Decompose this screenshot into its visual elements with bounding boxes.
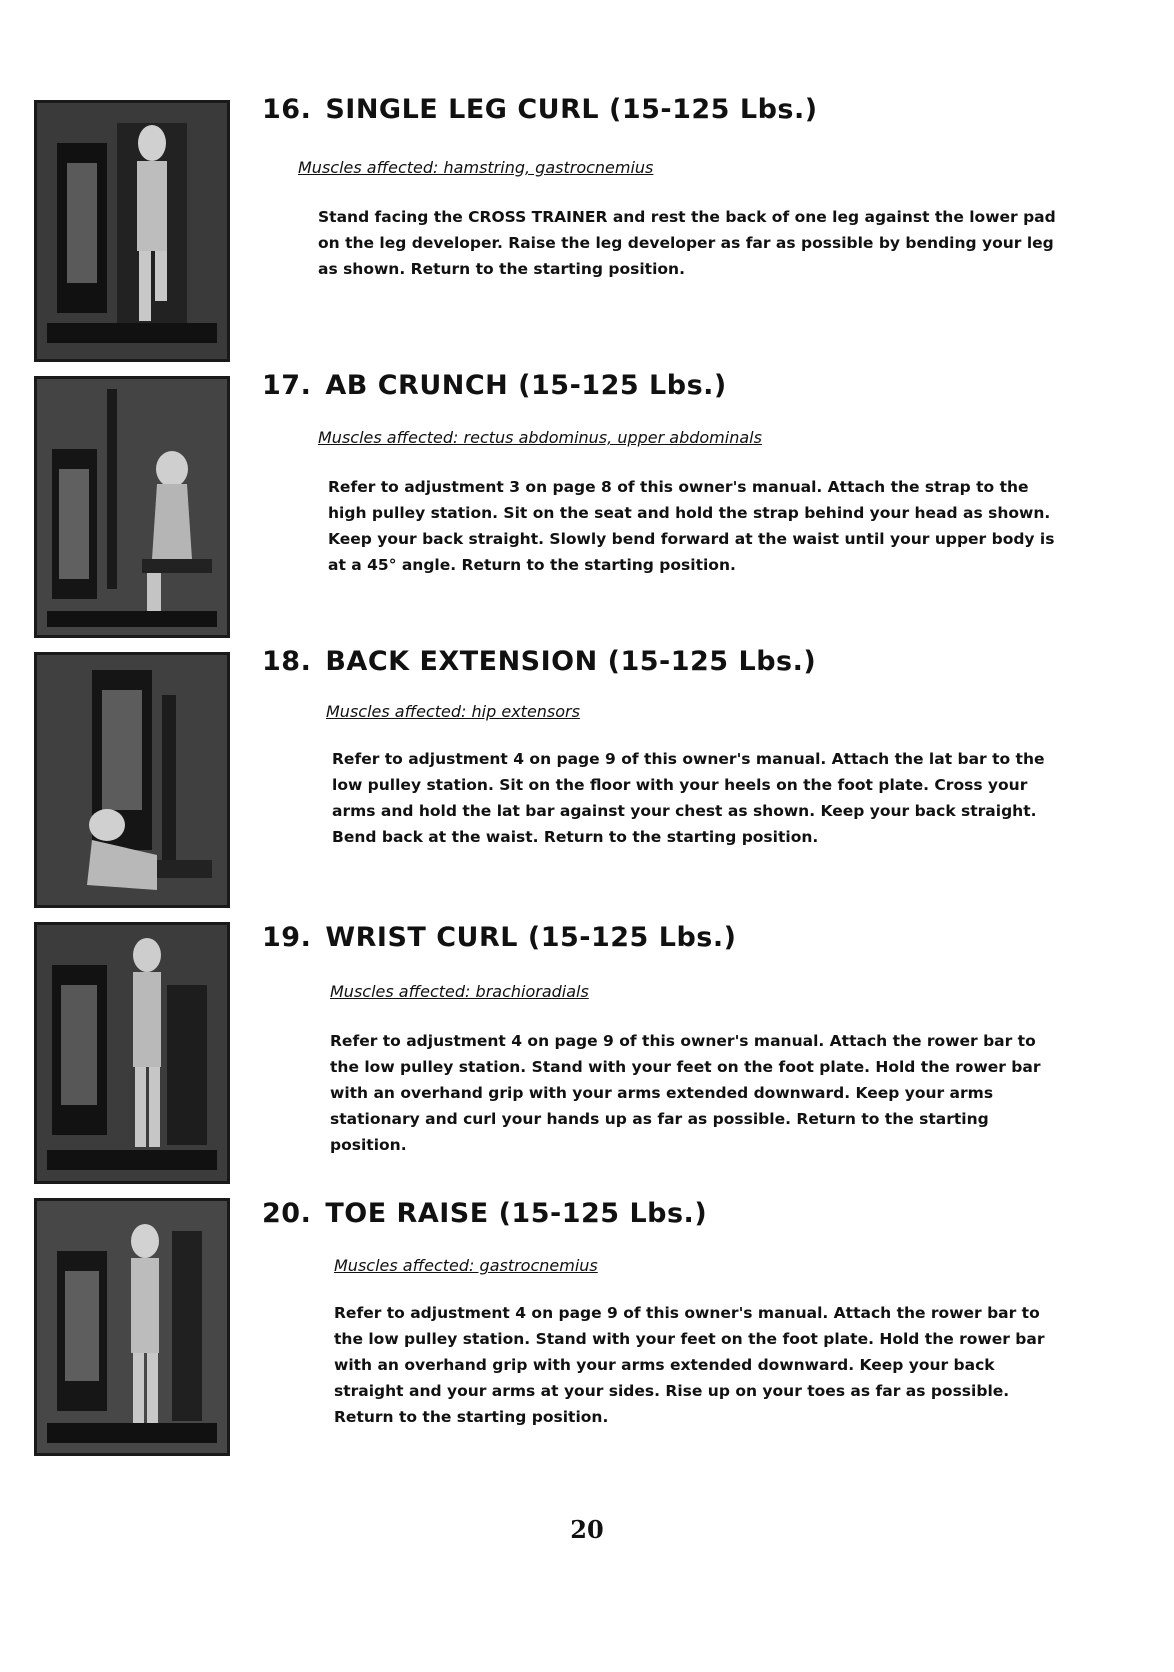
muscles-affected: Muscles affected: rectus abdominus, upper abdominals — [318, 428, 762, 447]
exercise-name: AB CRUNCH (15-125 Lbs.) — [325, 370, 727, 401]
muscles-affected: Muscles affected: gastrocnemius — [334, 1256, 598, 1275]
exercise-name: SINGLE LEG CURL (15-125 Lbs.) — [325, 94, 818, 125]
exercise-photo — [34, 652, 230, 908]
exercise-photo — [34, 100, 230, 362]
exercise-name: WRIST CURL (15-125 Lbs.) — [325, 922, 737, 953]
exercise-number: 17. — [262, 370, 312, 401]
exercise-instructions: Stand facing the CROSS TRAINER and rest the back of one leg against the lower pad on the leg developer. Raise the leg developer as far as possible by bending your leg as shown. Return to the starting position. — [318, 208, 1056, 278]
exercise-instructions: Refer to adjustment 4 on page 9 of this owner's manual. Attach the lat bar to the low pulley station. Sit on the floor with your heels on the foot plate. Cross your arms and hold the lat bar against your chest as shown. Keep your back straight. Bend back at the waist. Return to the starting position. — [332, 750, 1045, 846]
exercise-title — [262, 370, 727, 401]
muscles-affected: Muscles affected: hip extensors — [326, 702, 580, 721]
muscles-affected: Muscles affected: hamstring, gastrocnemius — [298, 158, 654, 177]
exercise-instructions: Refer to adjustment 4 on page 9 of this owner's manual. Attach the rower bar to the low pulley station. Stand with your feet on the foot plate. Hold the rower bar with an overhand grip with your arms extended downward. Keep your back straight and your arms at your sides. Rise up on your toes as far as possible. Return to the starting position. — [334, 1304, 1045, 1426]
exercise-photo — [34, 1198, 230, 1456]
exercise-number: 18. — [262, 646, 312, 677]
exercise-photo — [34, 376, 230, 638]
exercise-title — [262, 646, 816, 677]
muscles-affected: Muscles affected: brachioradials — [330, 982, 589, 1001]
exercise-number: 16. — [262, 94, 312, 125]
exercise-number: 20. — [262, 1198, 312, 1229]
exercise-name: TOE RAISE (15-125 Lbs.) — [325, 1198, 708, 1229]
exercise-instructions: Refer to adjustment 4 on page 9 of this owner's manual. Attach the rower bar to the low pulley station. Stand with your feet on the foot plate. Hold the rower bar with an overhand grip with your arms extended downward. Keep your arms stationary and curl your hands up as far as possible. Return to the starting position. — [330, 1032, 1041, 1154]
exercise-title — [262, 922, 736, 953]
page-number: 20 — [570, 1515, 604, 1544]
exercise-title — [262, 1198, 707, 1229]
exercise-title — [262, 94, 818, 125]
exercise-instructions: Refer to adjustment 3 on page 8 of this owner's manual. Attach the strap to the high pulley station. Sit on the seat and hold the strap behind your head as shown. Keep your back straight. Slowly bend forward at the waist until your upper body is at a 45° angle. Return to the starting position. — [328, 478, 1055, 574]
exercise-photo — [34, 922, 230, 1184]
exercise-number: 19. — [262, 922, 312, 953]
exercise-name: BACK EXTENSION (15-125 Lbs.) — [325, 646, 817, 677]
